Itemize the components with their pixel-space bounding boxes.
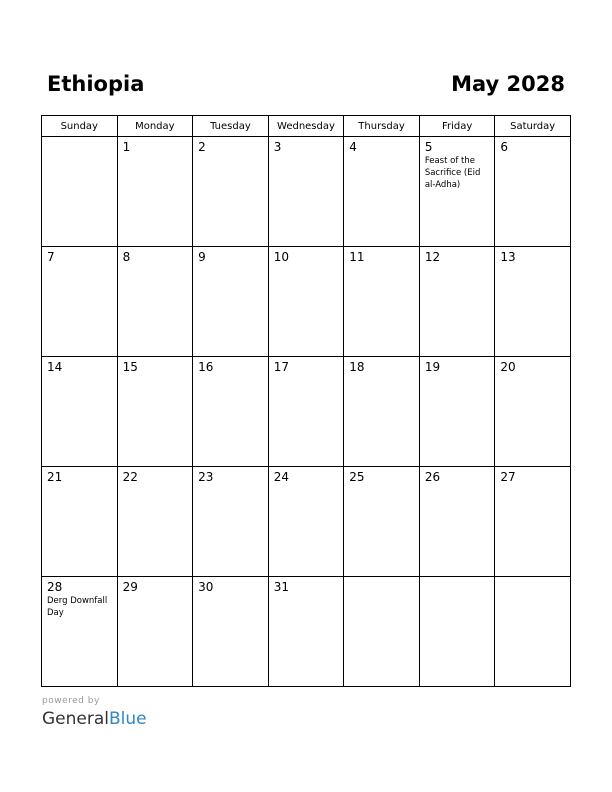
weekday-header: Saturday — [495, 116, 571, 137]
weekday-header-row — [42, 116, 571, 137]
day-number: 30 — [198, 580, 214, 594]
holiday-label — [118, 154, 193, 155]
day-number: 10 — [273, 250, 289, 264]
holiday-label — [420, 580, 495, 581]
holiday-label — [118, 594, 193, 595]
holiday-label — [269, 264, 344, 265]
day-number: 28 — [47, 580, 63, 594]
holiday-label — [269, 374, 344, 375]
day-number: 20 — [500, 360, 516, 374]
weekday-header: Monday — [117, 116, 193, 137]
week-row — [42, 467, 571, 577]
day-number: 7 — [47, 250, 55, 264]
week-row — [42, 577, 571, 687]
day-cell — [193, 247, 269, 357]
day-cell — [193, 467, 269, 577]
day-cell — [42, 247, 118, 357]
holiday-label — [344, 264, 419, 265]
day-cell — [419, 357, 495, 467]
day-number: 4 — [349, 140, 357, 154]
day-cell — [42, 467, 118, 577]
day-cell — [42, 577, 118, 687]
day-cell — [117, 467, 193, 577]
day-number: 13 — [500, 250, 516, 264]
day-number: 8 — [122, 250, 131, 264]
day-number: 22 — [122, 470, 138, 484]
holiday-label — [420, 374, 495, 375]
day-number: 23 — [198, 470, 214, 484]
holiday-label — [193, 154, 268, 155]
weekday-header: Sunday — [42, 116, 118, 137]
holiday-label — [193, 264, 268, 265]
month-year-title: May 2028 — [451, 72, 565, 96]
holiday-label — [42, 140, 117, 141]
holiday-label: Derg Downfall Day — [47, 596, 108, 618]
brand-blue: Blue — [109, 709, 147, 729]
day-number: 9 — [198, 250, 206, 264]
holiday-label — [193, 484, 268, 485]
day-number: 3 — [273, 140, 282, 154]
day-cell — [117, 247, 193, 357]
weekday-header: Friday — [419, 116, 495, 137]
day-number: 17 — [273, 360, 289, 374]
holiday-label — [495, 374, 570, 375]
week-row — [42, 357, 571, 467]
day-cell — [344, 467, 420, 577]
holiday-label — [118, 264, 193, 265]
country-title: Ethiopia — [47, 72, 145, 96]
day-cell — [344, 357, 420, 467]
day-cell — [117, 137, 193, 247]
week-row — [42, 137, 571, 247]
day-number: 14 — [47, 360, 63, 374]
holiday-label — [42, 374, 117, 375]
day-cell — [495, 357, 571, 467]
day-cell — [117, 357, 193, 467]
day-number: 16 — [198, 360, 214, 374]
day-cell — [268, 247, 344, 357]
holiday-label — [495, 154, 570, 155]
holiday-label — [193, 594, 268, 595]
day-cell — [268, 467, 344, 577]
day-cell — [42, 137, 118, 247]
holiday-label — [495, 580, 570, 581]
brand-general: General — [42, 709, 109, 729]
holiday-label: Feast of the Sacrifice (Eid al-Adha) — [424, 156, 481, 190]
day-number: 19 — [424, 360, 441, 374]
holiday-label — [420, 484, 495, 485]
day-cell — [344, 247, 420, 357]
day-number: 29 — [122, 580, 138, 594]
day-number: 26 — [424, 470, 441, 484]
day-cell — [495, 247, 571, 357]
holiday-label — [420, 264, 495, 265]
week-row — [42, 247, 571, 357]
holiday-label — [42, 264, 117, 265]
day-cell — [344, 137, 420, 247]
day-number: 27 — [500, 470, 516, 484]
day-number: 11 — [349, 250, 365, 264]
holiday-label — [344, 154, 419, 155]
day-number: 18 — [349, 360, 365, 374]
holiday-label — [344, 374, 419, 375]
day-cell — [117, 577, 193, 687]
day-number: 5 — [424, 140, 433, 154]
holiday-label — [269, 154, 344, 155]
holiday-label — [269, 484, 344, 485]
day-cell — [495, 577, 571, 687]
holiday-label — [344, 484, 419, 485]
day-cell — [193, 577, 269, 687]
day-cell — [419, 247, 495, 357]
day-number: 21 — [47, 470, 63, 484]
day-number: 12 — [424, 250, 441, 264]
weekday-header: Tuesday — [193, 116, 269, 137]
holiday-label — [118, 484, 193, 485]
day-cell — [268, 137, 344, 247]
holiday-label — [344, 580, 419, 581]
calendar-grid — [41, 115, 571, 687]
holiday-label — [118, 374, 193, 375]
day-cell — [495, 467, 571, 577]
holiday-label — [269, 594, 344, 595]
footer-branding — [42, 695, 147, 730]
day-cell — [495, 137, 571, 247]
day-cell — [344, 577, 420, 687]
day-number: 15 — [122, 360, 138, 374]
day-cell — [419, 577, 495, 687]
holiday-label — [495, 484, 570, 485]
day-cell — [268, 357, 344, 467]
day-number: 25 — [349, 470, 365, 484]
day-number: 24 — [273, 470, 289, 484]
day-number: 6 — [500, 140, 509, 154]
day-cell — [419, 137, 495, 247]
day-cell — [193, 137, 269, 247]
holiday-label — [193, 374, 268, 375]
holiday-label — [495, 264, 570, 265]
weekday-header: Wednesday — [268, 116, 344, 137]
weekday-header: Thursday — [344, 116, 420, 137]
day-number: 1 — [122, 140, 131, 154]
day-cell — [419, 467, 495, 577]
holiday-label — [42, 484, 117, 485]
powered-by-text: powered by — [42, 696, 100, 706]
day-number: 2 — [198, 140, 206, 154]
day-cell — [268, 577, 344, 687]
day-cell — [193, 357, 269, 467]
day-cell — [42, 357, 118, 467]
day-number: 31 — [273, 580, 289, 594]
generalblue-logo[interactable] — [42, 708, 147, 730]
